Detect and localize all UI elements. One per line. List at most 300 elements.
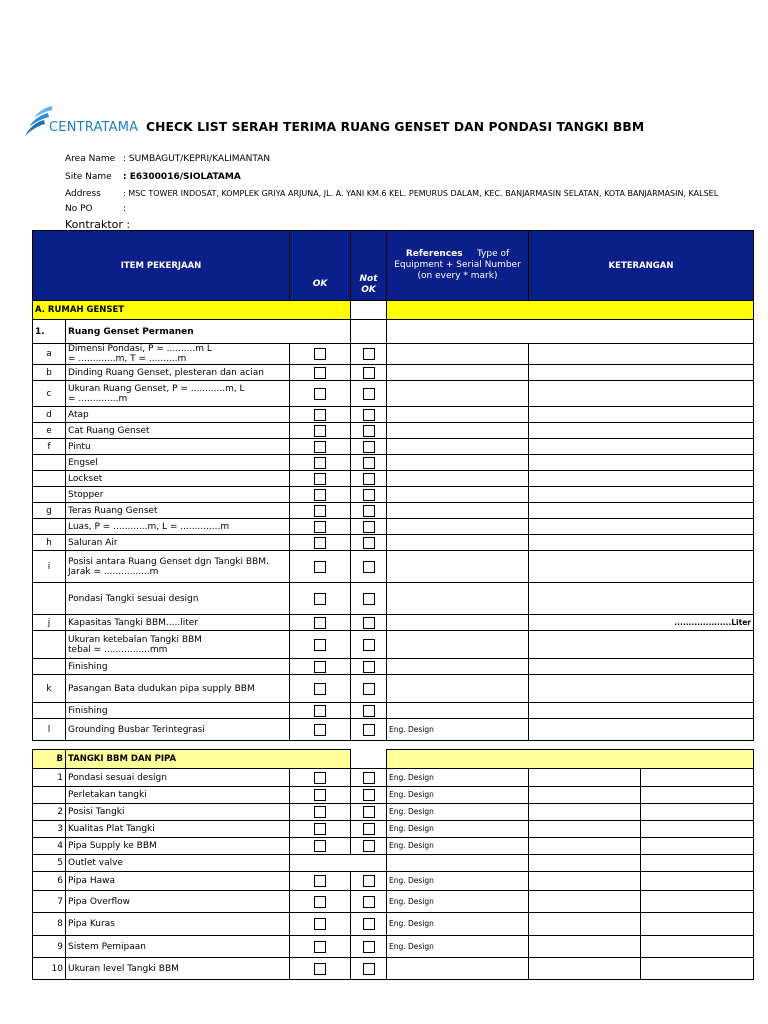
keterangan-cell [529,872,641,891]
keterangan-cell [529,703,754,719]
table-row [33,503,754,519]
ok-checkbox[interactable] [290,615,351,631]
table-row [33,439,754,455]
item-description [66,407,290,423]
keterangan-cell [529,913,641,936]
checkbox-icon[interactable] [363,789,375,801]
ok-checkbox[interactable] [290,719,351,741]
checkbox-icon[interactable] [314,489,326,501]
ok-checkbox[interactable] [290,535,351,551]
logo-text: CENTRATAMA [49,120,139,135]
reference-cell [387,958,529,980]
checkbox-icon[interactable] [363,772,375,784]
item-description [66,675,290,703]
keterangan-cell [529,958,641,980]
reference-cell [387,365,529,381]
item-description [66,769,290,787]
table-row [33,659,754,675]
address-label: Address [65,189,101,199]
not-ok-checkbox[interactable] [351,719,387,741]
table-row [33,455,754,471]
site-name-value: : E6300016/SIOLATAMA [123,172,241,182]
item-text-line1: Teras Ruang Genset [68,505,158,516]
checkbox-icon[interactable] [314,941,326,953]
checkbox-icon[interactable] [314,409,326,421]
checkbox-icon[interactable] [363,724,375,736]
header-ok2-label: OK [361,284,376,295]
checkbox-icon[interactable] [363,896,375,908]
reference-cell [387,487,529,503]
item-number: c [33,381,66,407]
not-ok-checkbox[interactable] [351,804,387,821]
item-description [66,631,290,659]
checkbox-icon[interactable] [314,441,326,453]
keterangan-cell [529,471,754,487]
checkbox-icon[interactable] [314,724,326,736]
reference-cell [387,423,529,439]
table-row [33,615,754,631]
checkbox-icon[interactable] [314,521,326,533]
section-a-row [33,301,754,320]
company-logo [22,104,147,140]
checkbox-icon[interactable] [363,537,375,549]
item-description [66,821,290,838]
ok-checkbox[interactable] [290,703,351,719]
checkbox-icon[interactable] [314,617,326,629]
item-description [66,344,290,365]
table-row [33,365,754,381]
keterangan-cell [529,551,754,583]
item-description [66,659,290,675]
ok-checkbox[interactable] [290,891,351,913]
checkbox-icon[interactable] [363,561,375,573]
item-description [66,787,290,804]
reference-cell: Eng. Design [387,872,529,891]
table-row [33,838,754,855]
item-number [33,703,66,719]
checkbox-icon[interactable] [314,661,326,673]
item-text-line1: Pipa Supply ke BBM [68,841,157,851]
ok-checkbox[interactable] [290,787,351,804]
item-text-line1: Sistem Pemipaan [68,941,146,952]
item-description [66,423,290,439]
table-row [33,703,754,719]
checkbox-icon[interactable] [363,823,375,835]
table-row [33,487,754,503]
not-ok-checkbox[interactable] [351,344,387,365]
reference-cell: Eng. Design [387,787,529,804]
reference-cell [387,439,529,455]
item-text-line1: Stopper [68,489,104,500]
ok-checkbox[interactable] [290,958,351,980]
not-ok-checkbox[interactable] [351,535,387,551]
item-description [66,471,290,487]
reference-cell: Eng. Design [387,936,529,958]
item-description [66,913,290,936]
ok-checkbox[interactable] [290,471,351,487]
item-number [33,659,66,675]
item-number: l [33,719,66,741]
keterangan-extra-cell [641,821,754,838]
ok-checkbox[interactable] [290,872,351,891]
table-row [33,719,754,741]
item-text-line2: = ..............m [68,393,128,404]
not-ok-checkbox[interactable] [351,365,387,381]
not-ok-checkbox[interactable] [351,455,387,471]
header-keterangan: KETERANGAN [529,231,754,301]
item-number: 3 [33,821,66,838]
section-b-row [33,750,754,769]
item-number: 10 [33,958,66,980]
ok-checkbox[interactable] [290,519,351,535]
table-row [33,519,754,535]
table-row [33,535,754,551]
item-text-line1: Pipa Kuras [68,919,115,929]
item-number: i [33,551,66,583]
item-text-line1: Pondasi Tangki sesuai design [68,593,199,604]
ok-checkbox[interactable] [290,344,351,365]
keterangan-cell [529,769,641,787]
item-description [66,365,290,381]
not-ok-checkbox[interactable] [351,503,387,519]
keterangan-cell [529,891,641,913]
item-text-line1: Saluran Air [68,537,118,548]
ok-checkbox[interactable] [290,407,351,423]
item-number: k [33,675,66,703]
checkbox-icon[interactable] [314,473,326,485]
checkbox-icon[interactable] [363,705,375,717]
not-ok-checkbox[interactable] [351,675,387,703]
reference-cell: Eng. Design [387,821,529,838]
item-text-line1: Kapasitas Tangki BBM.....liter [68,617,198,628]
ok-checkbox[interactable] [290,503,351,519]
ok-checkbox[interactable] [290,804,351,821]
keterangan-extra-cell [641,958,754,980]
table-row [33,936,754,958]
item-number: 4 [33,838,66,855]
section-b-label: TANGKI BBM DAN PIPA [66,750,351,769]
header-ref-line1: Type of [476,249,510,259]
reference-cell: Eng. Design [387,804,529,821]
checkbox-icon[interactable] [314,367,326,379]
checkbox-icon[interactable] [363,806,375,818]
not-ok-checkbox[interactable] [351,821,387,838]
ok-checkbox[interactable] [290,769,351,787]
not-ok-checkbox[interactable] [351,381,387,407]
document-header [22,104,762,140]
not-ok-checkbox[interactable] [351,551,387,583]
table-row [33,471,754,487]
item-description [66,519,290,535]
item-text-line1: Outlet valve [68,858,123,868]
keterangan-cell [529,936,641,958]
spacer-row [33,741,754,750]
item-number: a [33,344,66,365]
header-references [387,231,529,301]
item-text-line1: Pipa Overflow [68,896,131,907]
not-ok-checkbox[interactable] [351,615,387,631]
checkbox-icon[interactable] [363,441,375,453]
table-row [33,891,754,913]
item-description [66,439,290,455]
checkbox-icon[interactable] [314,388,326,400]
item-description [66,804,290,821]
keterangan-cell [529,787,641,804]
checkbox-icon[interactable] [363,593,375,605]
checkbox-icon[interactable] [363,409,375,421]
item-number: 2 [33,804,66,821]
checkbox-icon[interactable] [363,425,375,437]
item-text-line1: Engsel [68,457,98,468]
checkbox-icon[interactable] [314,963,326,975]
section-a-label: A. RUMAH GENSET [33,301,351,320]
checkbox-icon[interactable] [363,348,375,360]
checkbox-icon[interactable] [363,918,375,930]
item-text-line1: Atap [68,409,89,420]
table-row [33,675,754,703]
ok-checkbox[interactable] [290,821,351,838]
checkbox-icon[interactable] [314,918,326,930]
checkbox-icon[interactable] [314,593,326,605]
keterangan-extra-cell [641,936,754,958]
keterangan-extra-cell [641,872,754,891]
item-text-line1: Ukuran Ruang Genset, P = ............m, L [68,383,245,394]
checkbox-icon[interactable] [363,639,375,651]
checkbox-icon[interactable] [363,683,375,695]
ok-checkbox[interactable] [290,381,351,407]
checkbox-icon[interactable] [314,875,326,887]
checkbox-icon[interactable] [314,705,326,717]
not-ok-checkbox[interactable] [351,838,387,855]
item-description [66,719,290,741]
item-description [66,936,290,958]
not-ok-checkbox[interactable] [351,407,387,423]
not-ok-checkbox[interactable] [351,769,387,787]
keterangan-cell [529,381,754,407]
table-row [33,958,754,980]
keterangan-cell [529,455,754,471]
checkbox-icon[interactable] [314,561,326,573]
not-ok-checkbox[interactable] [351,471,387,487]
checkbox-icon[interactable] [314,425,326,437]
checkbox-icon[interactable] [363,473,375,485]
not-ok-checkbox[interactable] [351,787,387,804]
item-text-line1: Pondasi sesuai design [68,772,167,783]
subsection-1-num: 1. [33,320,66,344]
checkbox-icon[interactable] [314,683,326,695]
not-ok-checkbox[interactable] [351,913,387,936]
reference-cell: Eng. Design [387,719,529,741]
item-number: j [33,615,66,631]
reference-cell [387,855,529,872]
checkbox-icon[interactable] [363,963,375,975]
header-ref-line3: (on every * mark) [417,271,498,281]
item-number [33,787,66,804]
header-not-label: Not [359,273,378,284]
checkbox-icon[interactable] [363,941,375,953]
subsection-1-row [33,320,754,344]
item-number: b [33,365,66,381]
item-description [66,855,290,872]
item-description [66,958,290,980]
checkbox-icon[interactable] [363,388,375,400]
not-ok-checkbox[interactable] [351,936,387,958]
checkbox-icon[interactable] [314,505,326,517]
not-ok-checkbox[interactable] [351,872,387,891]
checkbox-icon[interactable] [314,789,326,801]
site-name-label: Site Name [65,172,112,182]
item-text-line1: Posisi antara Ruang Genset dgn Tangki BBM. [68,556,269,567]
checkbox-icon[interactable] [314,896,326,908]
keterangan-extra-cell [641,891,754,913]
header-ok: OK [290,231,351,301]
not-ok-checkbox[interactable] [351,958,387,980]
reference-cell [387,503,529,519]
ok-checkbox[interactable] [290,439,351,455]
empty-check-cell [290,855,387,872]
checkbox-icon[interactable] [363,875,375,887]
item-text-line1: Pipa Hawa [68,876,115,886]
item-text-line1: Luas, P = ............m, L = ..............m [68,521,230,532]
table-row [33,423,754,439]
ok-checkbox[interactable] [290,936,351,958]
keterangan-extra-cell [641,913,754,936]
item-number: 7 [33,891,66,913]
item-text-line1: Ukuran level Tangki BBM [68,963,179,974]
item-number: e [33,423,66,439]
checkbox-icon[interactable] [363,367,375,379]
document-title: CHECK LIST SERAH TERIMA RUANG GENSET DAN PONDASI TANGKI BBM [146,120,645,134]
reference-cell: Eng. Design [387,913,529,936]
item-text-line1: Pasangan Bata dudukan pipa supply BBM [68,683,255,694]
ok-checkbox[interactable] [290,838,351,855]
checkbox-icon[interactable] [363,521,375,533]
header-item-pekerjaan: ITEM PEKERJAAN [33,231,290,301]
reference-cell: Eng. Design [387,769,529,787]
item-text-line2: Jarak = ................m [68,566,159,577]
checkbox-icon[interactable] [363,617,375,629]
keterangan-cell [529,719,754,741]
item-description [66,583,290,615]
keterangan-cell [529,804,641,821]
item-description [66,455,290,471]
item-number: d [33,407,66,423]
checkbox-icon[interactable] [314,348,326,360]
not-ok-checkbox[interactable] [351,583,387,615]
keterangan-cell [529,659,754,675]
checkbox-icon[interactable] [314,840,326,852]
table-row [33,551,754,583]
header-references-label: References [405,249,463,259]
keterangan-cell [529,487,754,503]
not-ok-checkbox[interactable] [351,891,387,913]
ok-checkbox[interactable] [290,551,351,583]
ok-checkbox[interactable] [290,423,351,439]
keterangan-cell [529,344,754,365]
ok-checkbox[interactable] [290,675,351,703]
item-description [66,703,290,719]
keterangan-cell [529,855,641,872]
item-description [66,487,290,503]
item-text-line1: Finishing [68,705,108,716]
item-description [66,615,290,631]
item-text-line1: Kualitas Plat Tangki [68,824,155,834]
checkbox-icon[interactable] [314,772,326,784]
subsection-1-label: Ruang Genset Permanen [66,320,351,344]
checkbox-icon[interactable] [363,840,375,852]
item-number [33,455,66,471]
not-ok-checkbox[interactable] [351,631,387,659]
checkbox-icon[interactable] [314,806,326,818]
checkbox-icon[interactable] [363,661,375,673]
not-ok-checkbox[interactable] [351,439,387,455]
reference-cell [387,407,529,423]
not-ok-checkbox[interactable] [351,703,387,719]
checkbox-icon[interactable] [314,823,326,835]
item-text-line2: tebal = ................mm [68,644,168,655]
reference-cell [387,519,529,535]
not-ok-checkbox[interactable] [351,487,387,503]
item-description [66,891,290,913]
item-number [33,471,66,487]
reference-cell: Eng. Design [387,891,529,913]
checkbox-icon[interactable] [363,457,375,469]
ok-checkbox[interactable] [290,631,351,659]
keterangan-cell [529,439,754,455]
ok-checkbox[interactable] [290,365,351,381]
reference-cell [387,344,529,365]
ok-checkbox[interactable] [290,913,351,936]
checkbox-icon[interactable] [363,489,375,501]
address-value: : MSC TOWER INDOSAT, KOMPLEK GRIYA ARJUNA, JL. A. YANI KM.6 KEL. PEMURUS DALAM, KEC. BANJARMASIN SELATAN, KOTA BANJARMASIN, KALSEL [123,189,719,198]
keterangan-extra-cell [641,804,754,821]
keterangan-cell [529,631,754,659]
item-number: g [33,503,66,519]
item-text-line1: Pintu [68,441,91,452]
checkbox-icon[interactable] [314,457,326,469]
keterangan-cell [529,519,754,535]
item-number [33,583,66,615]
ok-checkbox[interactable] [290,583,351,615]
checkbox-icon[interactable] [363,505,375,517]
keterangan-extra-cell [641,769,754,787]
item-description [66,551,290,583]
item-number: 1 [33,769,66,787]
ok-checkbox[interactable] [290,455,351,471]
ok-checkbox[interactable] [290,487,351,503]
item-number: h [33,535,66,551]
item-text-line1: Ukuran ketebalan Tangki BBM [68,634,202,645]
ok-checkbox[interactable] [290,659,351,675]
keterangan-extra-cell [641,855,754,872]
section-b-num: B [33,750,66,769]
reference-cell: Eng. Design [387,838,529,855]
reference-cell [387,615,529,631]
checkbox-icon[interactable] [314,639,326,651]
keterangan-extra-cell [641,838,754,855]
item-description [66,535,290,551]
not-ok-checkbox[interactable] [351,659,387,675]
table-row [33,872,754,891]
table-header-row [33,231,754,301]
table-row [33,583,754,615]
not-ok-checkbox[interactable] [351,423,387,439]
not-ok-checkbox[interactable] [351,519,387,535]
item-number: f [33,439,66,455]
checklist-table [32,230,754,980]
checkbox-icon[interactable] [314,537,326,549]
keterangan-cell [529,583,754,615]
